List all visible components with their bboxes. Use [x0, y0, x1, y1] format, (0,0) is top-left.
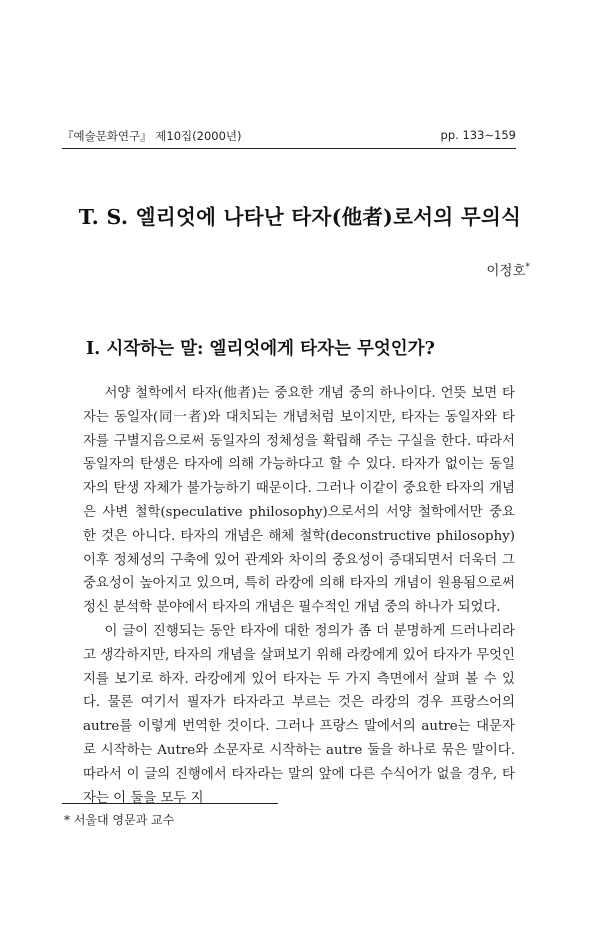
journal-citation: 『예술문화연구』 제10집(2000년) [62, 129, 242, 143]
footnote: * 서울대 영문과 교수 [64, 813, 175, 827]
body-text [83, 382, 515, 810]
paragraph: 서양 철학에서 타자(他者)는 중요한 개념 중의 하나이다. 언뜻 보면 타자는 동일자(同一者)와 대치되는 개념처럼 보이지만, 타자는 동일자와 타자를 구별지음으로써 동일자의 정체성을 확립해 주는 구실을 한다. 따라서 동일자의 탄생은 타자에 의해 가능하다고 할 수 있다. 타자가 없이는 동일자의 탄생 자체가 불가능하기 때문이다. 그러나 이같이 중요한 타자의 개념은 사변 철학(speculative philosophy)으로서의 서양 철학에서만 중요한 것은 아니다. 타자의 개념은 해체 철학(deconstructive philosophy) 이후 정체성의 구축에 있어 관계와 차이의 중요성이 증대되면서 더욱더 그 중요성이 높아지고 있으며, 특히 라캉에 의해 타자의 개념이 원용됨으로써 정신 분석학 분야에서 타자의 개념은 필수적인 개념 중의 하나가 되었다. [83, 386, 515, 616]
paragraph: 이 글이 진행되는 동안 타자에 대한 정의가 좀 더 분명하게 드러나리라고 생각하지만, 타자의 개념을 살펴보기 위해 라캉에게 있어 타자가 무엇인지를 보기로 하자. 라캉에게 있어 타자는 두 가지 측면에서 살펴 볼 수 있다. 물론 여기서 필자가 타자라고 부르는 것은 라캉의 경우 프랑스어의 autre를 이렇게 번역한 것이다. 그러나 프랑스 말에서의 autre는 대문자로 시작하는 Autre와 소문자로 시작하는 autre 둘을 하나로 묶은 말이다. 따라서 이 글의 진행에서 타자라는 말의 앞에 다른 수식어가 없을 경우, 타자는 이 둘을 모두 지 [83, 623, 515, 806]
author-line [486, 259, 530, 279]
page-range: pp. 133∼159 [440, 128, 516, 142]
article-title: T. S. 엘리엇에 나타난 타자(他者)로서의 무의식 [78, 205, 522, 229]
section-heading: I. 시작하는 말: 엘리엇에게 타자는 무엇인가? [86, 339, 435, 359]
footnote-divider [62, 803, 278, 804]
header-divider [62, 148, 516, 149]
author-footnote-mark: * [525, 262, 530, 273]
author-name: 이정호 [486, 263, 526, 279]
